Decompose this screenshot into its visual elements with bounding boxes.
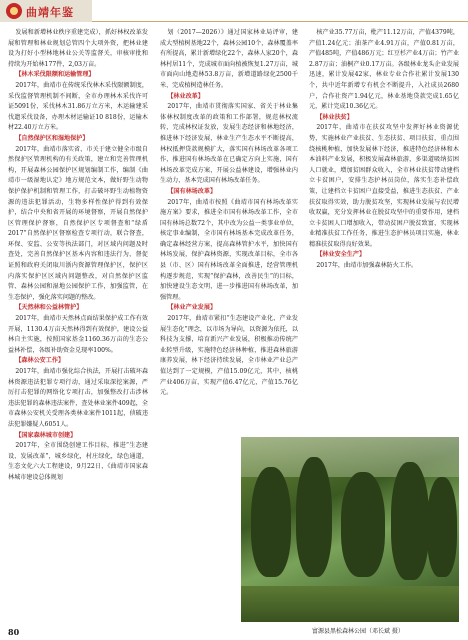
section-heading: 【森林公安工作】 bbox=[15, 357, 65, 365]
photo-tree bbox=[341, 472, 385, 577]
photo-tree bbox=[296, 457, 332, 577]
text-column-1 bbox=[8, 28, 148, 628]
section-heading: 【林业改革】 bbox=[167, 92, 204, 100]
photo-caption: 富源县黑松森林公园（邓长斌 摄） bbox=[312, 628, 404, 635]
body-paragraph: 划（2017—2026）》通过国家林业局评审，建成大型植树基地22个，森林公园10个，森林覆盖率有所提高，累计新增绿化22个，森林人家20个，森林村居11个，完成城市面向植被恢复1.27万亩，城市面向山地造林53.8万亩，新增道路绿化2500千米，完成植树造林任务。 bbox=[160, 29, 298, 89]
photo-ground bbox=[241, 586, 459, 622]
body-paragraph: 2017年，曲靖市在扶贫攻坚中发挥好林业资源优势，实施林业产业扶贫、生态扶贫、项目扶贫，重点围绕核桃种植，加快发展林下经济，推进特色经济林和木本油料产业发展，积极发展森林旅游，多渠道吸纳贫困人口就业，增加贫困群众收入，全市林业扶贫带动建档立卡贫困户，安排生态护林员岗位，落实生态补偿政策，让建档立卡贫困户直接受益，推进生态扶贫、产业扶贫取得实效，助力脱贫攻坚，实现林业发展与农民增收双赢，充分发挥林业在脱贫攻坚中的重要作用，建档立卡贫困人口增加收入，带动贫困户脱贫致富，实现林业精准扶贫工作任务，推进生态护林员项目实施，林业精准扶贫取得良好效果。 bbox=[309, 124, 459, 248]
section-heading: 【国有林场改革】 bbox=[167, 187, 217, 195]
body-paragraph: 2017年，曲靖市在传统采伐林木采伐限额制度，采伐监督管理机制不间断，全市办理林木采伐许可证5091份，采伐林木31.86万立方米，木运输建采伐遗采伐设备，办理木材运输证10 818份，运输木材22.40万立方米。 bbox=[8, 81, 148, 132]
body-paragraph: 核产业35.77万亩，枇产11.12万亩，产值4379吨，产值1.24亿元；油茶产业4.91万亩，产值0.81万亩，产值485吨，产值486万元；红豆杉产业4万亩；竹产业2.87万亩；油桐产业0.17万亩。各级林业龙头企业发展迅速，累计发展42家，林业专业合作社累计发展130个，共中近年新增专有机会不断提升，入社成员2680户，合作社资产1.94亿元，林业基地贷款完成1.65亿元，累计完成10.36亿元。 bbox=[309, 29, 459, 111]
section-heading: 【自然保护区和湿地保护】 bbox=[15, 134, 89, 142]
section-heading: 【林木采伐限额和运输管理】 bbox=[15, 71, 95, 79]
yearbook-logo-icon bbox=[6, 3, 22, 19]
photo-tree bbox=[251, 467, 291, 577]
photo-tree bbox=[427, 477, 457, 577]
photo-tree bbox=[391, 462, 429, 580]
page-number: 80 bbox=[8, 627, 20, 637]
header-title: 曲靖年鉴 bbox=[26, 6, 74, 19]
header-divider bbox=[92, 21, 468, 22]
section-heading: 【林业安全生产】 bbox=[316, 251, 366, 259]
body-paragraph: 2017年，曲靖市加强森林防火工作。 bbox=[316, 262, 418, 270]
body-paragraph: 2017年，曲靖市天然林点面结果保护成工作有效开展，1130.4万亩天然林得到有效保护，建设公益林自主实施，按照国家基金1160.36万亩的生态公益林补偿，各级补助资金兑现率100%。 bbox=[8, 315, 148, 354]
body-paragraph: 2017年，全市围绕创建工作目标，推进“生态建设、发展改革”，城乡绿化，村庄绿化，绿色通道，生态文化六大工程建设，9月22日，《曲靖市国家森林城市建设总体规划 bbox=[8, 442, 148, 481]
body-paragraph: 2017年，曲靖市紧扣“生态建设产业化、产业发展生态化”理念，以市场为导向，以资源为依托，以科技为支撑，培育新兴产业发展，积极推动传统产业转型升级，实施特色经济林种植，推进森林旅游康养发展，林下经济持续发展，全市林业产业总产值达到了一定规模，产值15.09亿元，其中，核桃产业406万亩，实现产值6.47亿元，产值15.76亿元。 bbox=[160, 315, 298, 397]
body-paragraph: 发展和新增林业秩序重建完成），抓好林权改革发展和管理和林业规划总管四个大项外资，把林业建设为打好小型林地林业公关等监督关，审核审批和持续为开始林177件，2,03万亩。 bbox=[8, 29, 148, 68]
section-heading: 【天然林和公益林管护】 bbox=[15, 304, 83, 312]
page-header bbox=[0, 0, 468, 22]
section-heading: 【国家森林城市创建】 bbox=[15, 431, 77, 439]
body-paragraph: 2017年，曲靖市贯彻落实国家、省关于林业集体林权制度改革的政策和工作部署，规范林权流转，完成林权证发放，发展生态经济和林地经济，推进林下经济发展，林业生产生态水平不断提高，林权抵押贷款规模扩大，落实国有林场改革各项工作，推进国有林场改革在已确定方向上实施，国有林场改革完成方案，开展公益林建设，增强林业内生动力，基本完成国有林场改革任务。 bbox=[160, 103, 298, 185]
section-heading: 【林业扶贫】 bbox=[316, 113, 353, 121]
body-paragraph: 2017年，曲靖市按照《曲靖市国有林场改革实施方案》要求，推进全市国有林场改革工作，全市国有林场总数72个，其中改为公益一类事业单位，核定事业编制，全市国有林场基本完成改革任务，确定森林经营方案，提高森林管护水平，加快国有林场发展，保护森林资源，实现改革目标，全市各县（市、区）国有林场改革全面推进，经营管理机构逐步规范，实现“保护森林，改善民生”的目标，加快建设生态文明，进一步推进国有林场改革，加强管理。 bbox=[160, 198, 298, 301]
body-paragraph: 2017年，曲靖市落实省、市关于建立健全市级自然保护区管理机构的有关政策，建立和完善管理机构，开展森林公园保护区规划编制工作，编制《曲靖市一级湿地认定》地方规范文本，做好野生动物保护保护机制和管理工作，打击破坏野生动植物资源的违法犯罪活动，生物多样性保护得到有效保护，结合中央和省开展的环境督察，开展自然保护区管理保护督察，自然保护区专项督查和“绿盾2017”自然保护区督察检查专项行动，联合督查，环保、安监、公安等执法部门，对区域内问题及时查处，完善自然保护区基本内容和违法行为，督促证照和政府关闭取川浙内资源管理保护区，保护区内落实保护区区域内问题整改，对自然保护区监管、森林公园和湿地公园保护工作，加强监管，在生态保护，强化落实问题的整改。 bbox=[8, 145, 148, 301]
section-heading: 【林业产业发展】 bbox=[167, 304, 217, 312]
forest-park-photo bbox=[241, 437, 459, 622]
body-paragraph: 2017年，曲靖市强化综合执法，开展打击破坏森林资源违法犯罪专项行动，通过采取深挖案源，严厉打击犯罪的网络化专项打击，加强整改打击涉林违法犯罪的森林违法案件，查处林业案件409起，全市森林公安机关受理各类林业案件1011起，侦破违法犯罪嫌疑人6051人。 bbox=[8, 368, 148, 428]
